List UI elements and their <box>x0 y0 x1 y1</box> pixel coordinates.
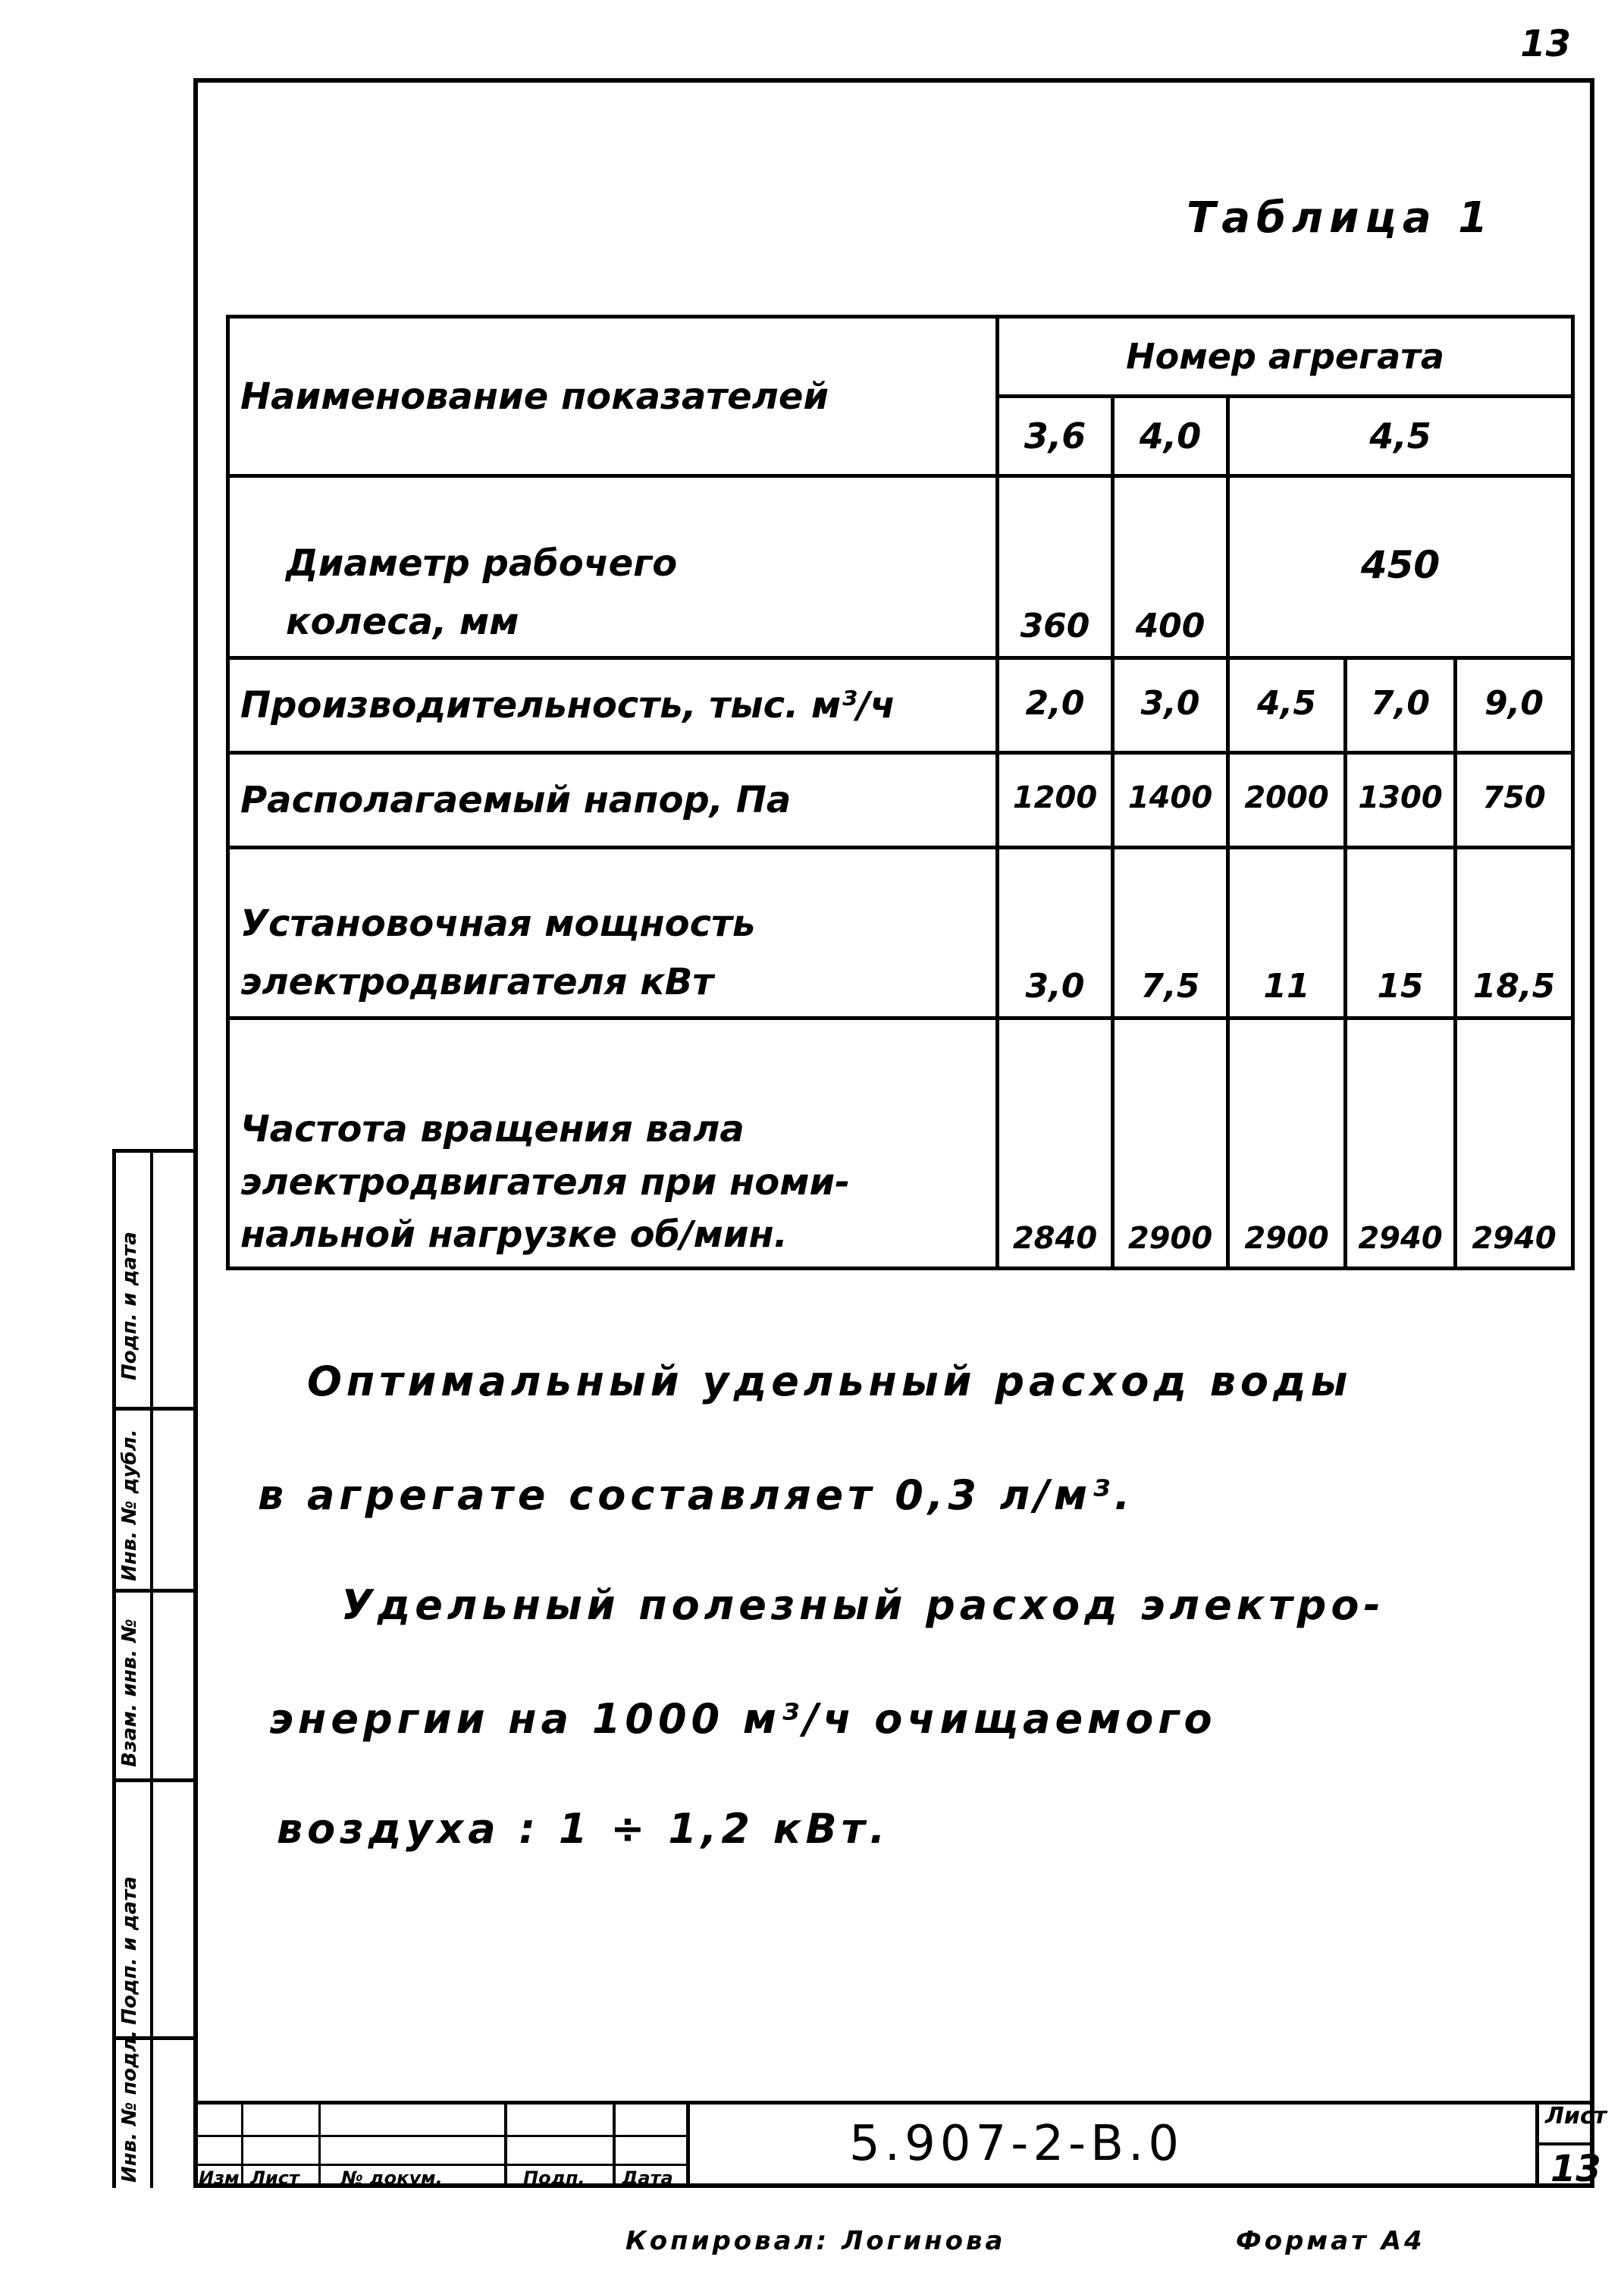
table-cell: 7,5 <box>1113 848 1228 1019</box>
page-number: 13 <box>1520 23 1571 65</box>
unit-number-header: Номер агрегата <box>998 317 1573 397</box>
table-cell: 3,0 <box>998 848 1113 1019</box>
side-label-signature-date-2: Подп. и дата <box>118 1876 141 2025</box>
copied-by: Копировал: Логинова <box>625 2226 1006 2256</box>
table-cell: 360 <box>998 476 1113 658</box>
row-name-capacity: Производительность, тыс. м³/ч <box>228 658 998 753</box>
title-block-col-sheet: Лист <box>250 2167 299 2189</box>
title-block-col-signature: Подп. <box>523 2167 585 2189</box>
side-label-signature-date: Подп. и дата <box>118 1232 141 1380</box>
side-label-replaced-inv: Взам. инв. № <box>118 1618 141 1767</box>
row-name-power <box>228 848 998 1019</box>
row-name-diameter <box>228 476 998 658</box>
sheet-label: Лист <box>1545 2103 1607 2130</box>
sheet-format: Формат А4 <box>1236 2226 1425 2256</box>
row-name-diameter-line1: Диаметр рабочего <box>286 542 678 585</box>
title-block-col-line <box>241 2101 243 2188</box>
table-cell: 2000 <box>1228 753 1346 848</box>
text-energy-line1: Удельный полезный расход электро- <box>341 1581 1385 1629</box>
title-block-col-change: Изм <box>199 2167 240 2189</box>
table-cell: 2940 <box>1346 1019 1456 1269</box>
table-cell: 2900 <box>1113 1019 1228 1269</box>
table-cell: 1400 <box>1113 753 1228 848</box>
side-strip-divider <box>112 1407 196 1411</box>
name-column-header: Наименование показателей <box>228 317 998 476</box>
row-name-rotation-line2: электродвигателя при номи- <box>240 1160 850 1204</box>
table-cell: 11 <box>1228 848 1346 1019</box>
unit-header-3-6: 3,6 <box>998 397 1113 476</box>
side-label-original-inv: Инв. № подл. <box>118 2029 141 2183</box>
table-cell: 4,5 <box>1228 658 1346 753</box>
document-code: 5.907-2-В.0 <box>849 2116 1184 2172</box>
text-water-consumption-line1: Оптимальный удельный расход воды <box>307 1358 1353 1405</box>
table-cell: 18,5 <box>1456 848 1573 1019</box>
row-name-diameter-line2: колеса, мм <box>286 601 519 644</box>
table-cell: 2,0 <box>998 658 1113 753</box>
title-block-col-line <box>613 2101 616 2188</box>
title-block-col-line <box>686 2101 690 2188</box>
side-strip-divider <box>112 1589 196 1593</box>
title-block-col-line <box>504 2101 507 2188</box>
title-block-col-doc-no: № докум. <box>341 2167 443 2189</box>
title-block-top-line <box>196 2101 1594 2105</box>
unit-header-4-5: 4,5 <box>1228 397 1573 476</box>
table-cell: 3,0 <box>1113 658 1228 753</box>
side-strip-divider <box>112 1149 196 1153</box>
table-cell: 1200 <box>998 753 1113 848</box>
title-block-sheet-divider <box>1535 2142 1594 2145</box>
table-cell: 1300 <box>1346 753 1456 848</box>
table-cell: 2900 <box>1228 1019 1346 1269</box>
side-label-duplicate-inv: Инв. № дубл. <box>118 1429 141 1581</box>
table-cell: 15 <box>1346 848 1456 1019</box>
sheet-number: 13 <box>1550 2148 1601 2190</box>
table-cell: 400 <box>1113 476 1228 658</box>
side-strip-outer-line <box>112 1149 116 2188</box>
row-name-rotation <box>228 1019 998 1269</box>
row-name-power-line1: Установочная мощность <box>240 902 756 946</box>
text-energy-line3: воздуха : 1 ÷ 1,2 кВт. <box>277 1805 890 1853</box>
unit-header-4-0: 4,0 <box>1113 397 1228 476</box>
table-cell: 9,0 <box>1456 658 1573 753</box>
table-cell: 450 <box>1228 476 1573 658</box>
text-energy-line2: энергии на 1000 м³/ч очищаемого <box>269 1695 1217 1743</box>
spec-table <box>226 315 1575 1270</box>
row-name-pressure: Располагаемый напор, Па <box>228 753 998 848</box>
text-water-consumption-line2: в агрегате составляет 0,3 л/м³. <box>258 1471 1135 1519</box>
row-name-rotation-line3: нальной нагрузке об/мин. <box>240 1213 788 1257</box>
row-name-power-line2: электродвигателя кВт <box>240 961 714 1004</box>
row-name-rotation-line1: Частота вращения вала <box>240 1108 745 1151</box>
side-strip-inner-line <box>150 1149 153 2188</box>
title-block-col-line <box>318 2101 321 2188</box>
table-cell: 7,0 <box>1346 658 1456 753</box>
table-cell: 2840 <box>998 1019 1113 1269</box>
side-strip-divider <box>112 1778 196 1782</box>
table-caption: Таблица 1 <box>1187 193 1494 243</box>
table-cell: 750 <box>1456 753 1573 848</box>
table-cell: 2940 <box>1456 1019 1573 1269</box>
title-block-col-date: Дата <box>622 2167 673 2189</box>
